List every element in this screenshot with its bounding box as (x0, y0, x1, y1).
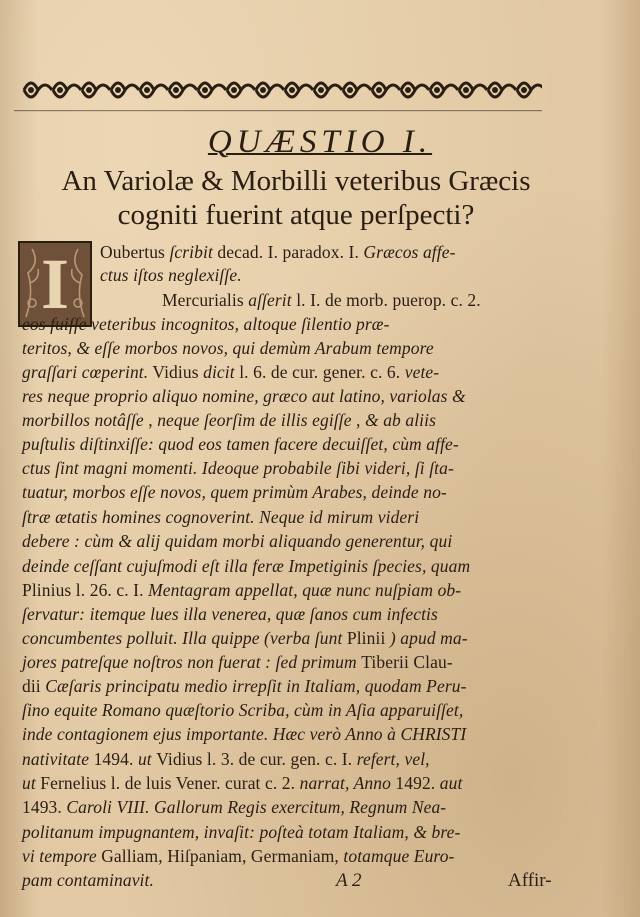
text-run: vete- (404, 362, 440, 382)
text-run: morbillos notâſſe , neque ſeorſim de illis egiſſe , & ab aliis (22, 410, 437, 430)
text-run: eos fuiſſe veteribus incognitos, altoque ſilentio præ- (22, 314, 390, 334)
text-run: politanum impugnantem, invaſit: poſteà totam Italiam, & bre- (22, 822, 461, 842)
text-run: puſtulis diſtinxiſſe: quod eos tamen facere decuiſſet, cùm affe- (22, 434, 459, 454)
text-line (22, 846, 454, 867)
signature-mark: A 2 (336, 870, 362, 891)
text-line (22, 482, 447, 503)
text-line (100, 242, 456, 263)
text-line (22, 410, 436, 431)
text-run: Mentagram appellat, quæ nunc nuſpiam ob- (148, 580, 462, 600)
question-title-text: QUÆSTIO I. (207, 124, 433, 160)
text-run: narrat, Anno (299, 773, 396, 793)
text-run: Vidius (148, 362, 204, 382)
text-line (22, 628, 468, 649)
text-line (22, 822, 460, 843)
text-run: 1494. (93, 749, 138, 769)
text-run: vi tempore (22, 846, 102, 866)
text-run: pam contaminavit. (22, 870, 154, 890)
text-run: Caroli VIII. Gallorum Regis exercitum, Regnum Nea- (66, 797, 447, 817)
text-run: totamque Euro- (343, 846, 455, 866)
text-run: concumbentes polluit. Illa quippe (verba ſunt (22, 628, 347, 648)
text-run: ctus iſtos neglexiſſe. (100, 265, 242, 285)
text-run: l. 6. de cur. gener. c. 6. (239, 362, 405, 382)
text-run: ſino equite Romano quæſtorio Scriba, cùm in Aſia apparuiſſet, (22, 700, 464, 720)
text-run: Fernelius l. de luis Vener. curat c. 2. (40, 773, 300, 793)
text-line (22, 700, 463, 721)
text-run: nativitate (22, 749, 94, 769)
text-line (22, 749, 430, 770)
text-line (22, 773, 462, 794)
text-line (22, 362, 439, 383)
text-line (162, 290, 481, 311)
text-run: Græcos affe- (363, 242, 456, 262)
text-run: 1492. (395, 773, 440, 793)
text-run: ſcribit (169, 242, 218, 262)
text-run: Mercurialis (162, 290, 249, 310)
text-run: inde contagionem ejus importante. Hæc verò Anno à CHRISTI (22, 724, 467, 744)
text-run: refert, vel, (356, 749, 430, 769)
text-run: 1493. (22, 797, 67, 817)
text-line (22, 314, 390, 335)
drop-cap-letter: I (40, 244, 70, 324)
text-line (22, 580, 461, 601)
text-line (22, 604, 438, 625)
text-line (100, 265, 242, 286)
text-run: tuatur, morbos eſſe novos, quem primùm Arabes, deinde no- (22, 482, 447, 502)
text-run: Tiberii Clau- (361, 652, 453, 672)
text-run: Cæſaris principatu medio irrepſit in Italiam, quodam Peru- (45, 676, 467, 696)
text-line (22, 338, 434, 359)
text-run: teritos, & eſſe morbos novos, qui demùm Arabum tempore (22, 338, 434, 358)
text-line (22, 724, 466, 745)
text-line (22, 556, 470, 577)
text-line (22, 652, 453, 673)
text-line (22, 458, 454, 479)
text-run: ſervatur: itemque lues illa venerea, quæ ſanos cum infectis (22, 604, 438, 624)
question-heading-line-2: cogniti fuerint atque perſpecti? (117, 199, 475, 231)
text-run: aſſerit (248, 290, 297, 310)
text-run: Oubertus (100, 242, 170, 262)
text-run: ſtræ ætatis homines cognoverint. Neque id mirum videri (22, 507, 420, 527)
question-title (0, 124, 640, 161)
text-run: res neque proprio aliquo nomine, græco aut latino, variolas & (22, 386, 466, 406)
text-run: ut (137, 749, 157, 769)
text-run: decad. I. paradox. I. (217, 242, 364, 262)
text-run: graſſari cœperint. (22, 362, 149, 382)
text-run: debere : cùm & alij quidam morbi aliquando generentur, qui (22, 531, 453, 551)
text-run: Plinii (346, 628, 390, 648)
text-run: deinde ceſſant cujuſmodi eſt illa feræ Impetiginis ſpecies, quam (22, 556, 471, 576)
catchword: Affir- (508, 870, 552, 891)
text-line (22, 386, 466, 407)
text-run: dicit (203, 362, 240, 382)
text-line (22, 507, 419, 528)
decorative-ornament-band (14, 40, 542, 118)
question-heading-line-1: An Variolæ & Morbilli veteribus Græcis (61, 165, 531, 197)
text-run: Vidius l. 3. de cur. gen. c. I. (156, 749, 357, 769)
text-run: ) apud ma- (389, 628, 468, 648)
text-run: ut (22, 773, 41, 793)
text-run: jores patreſque noſtros non fuerat : ſed primum (22, 652, 362, 672)
text-line (22, 676, 467, 697)
text-run: aut (439, 773, 463, 793)
text-run: dii (22, 676, 46, 696)
text-run: Plinius l. 26. c. I. (22, 580, 149, 600)
text-run: l. I. de morb. puerор. c. 2. (296, 290, 481, 310)
text-line (22, 870, 154, 891)
text-run: ctus ſint magni momenti. Ideoque probabile ſibi videri, ſi ſta- (22, 458, 454, 478)
text-line (22, 531, 452, 552)
text-line (22, 434, 459, 455)
text-run: Galliam, Hiſpaniam, Germaniam, (101, 846, 344, 866)
text-line (22, 797, 446, 818)
